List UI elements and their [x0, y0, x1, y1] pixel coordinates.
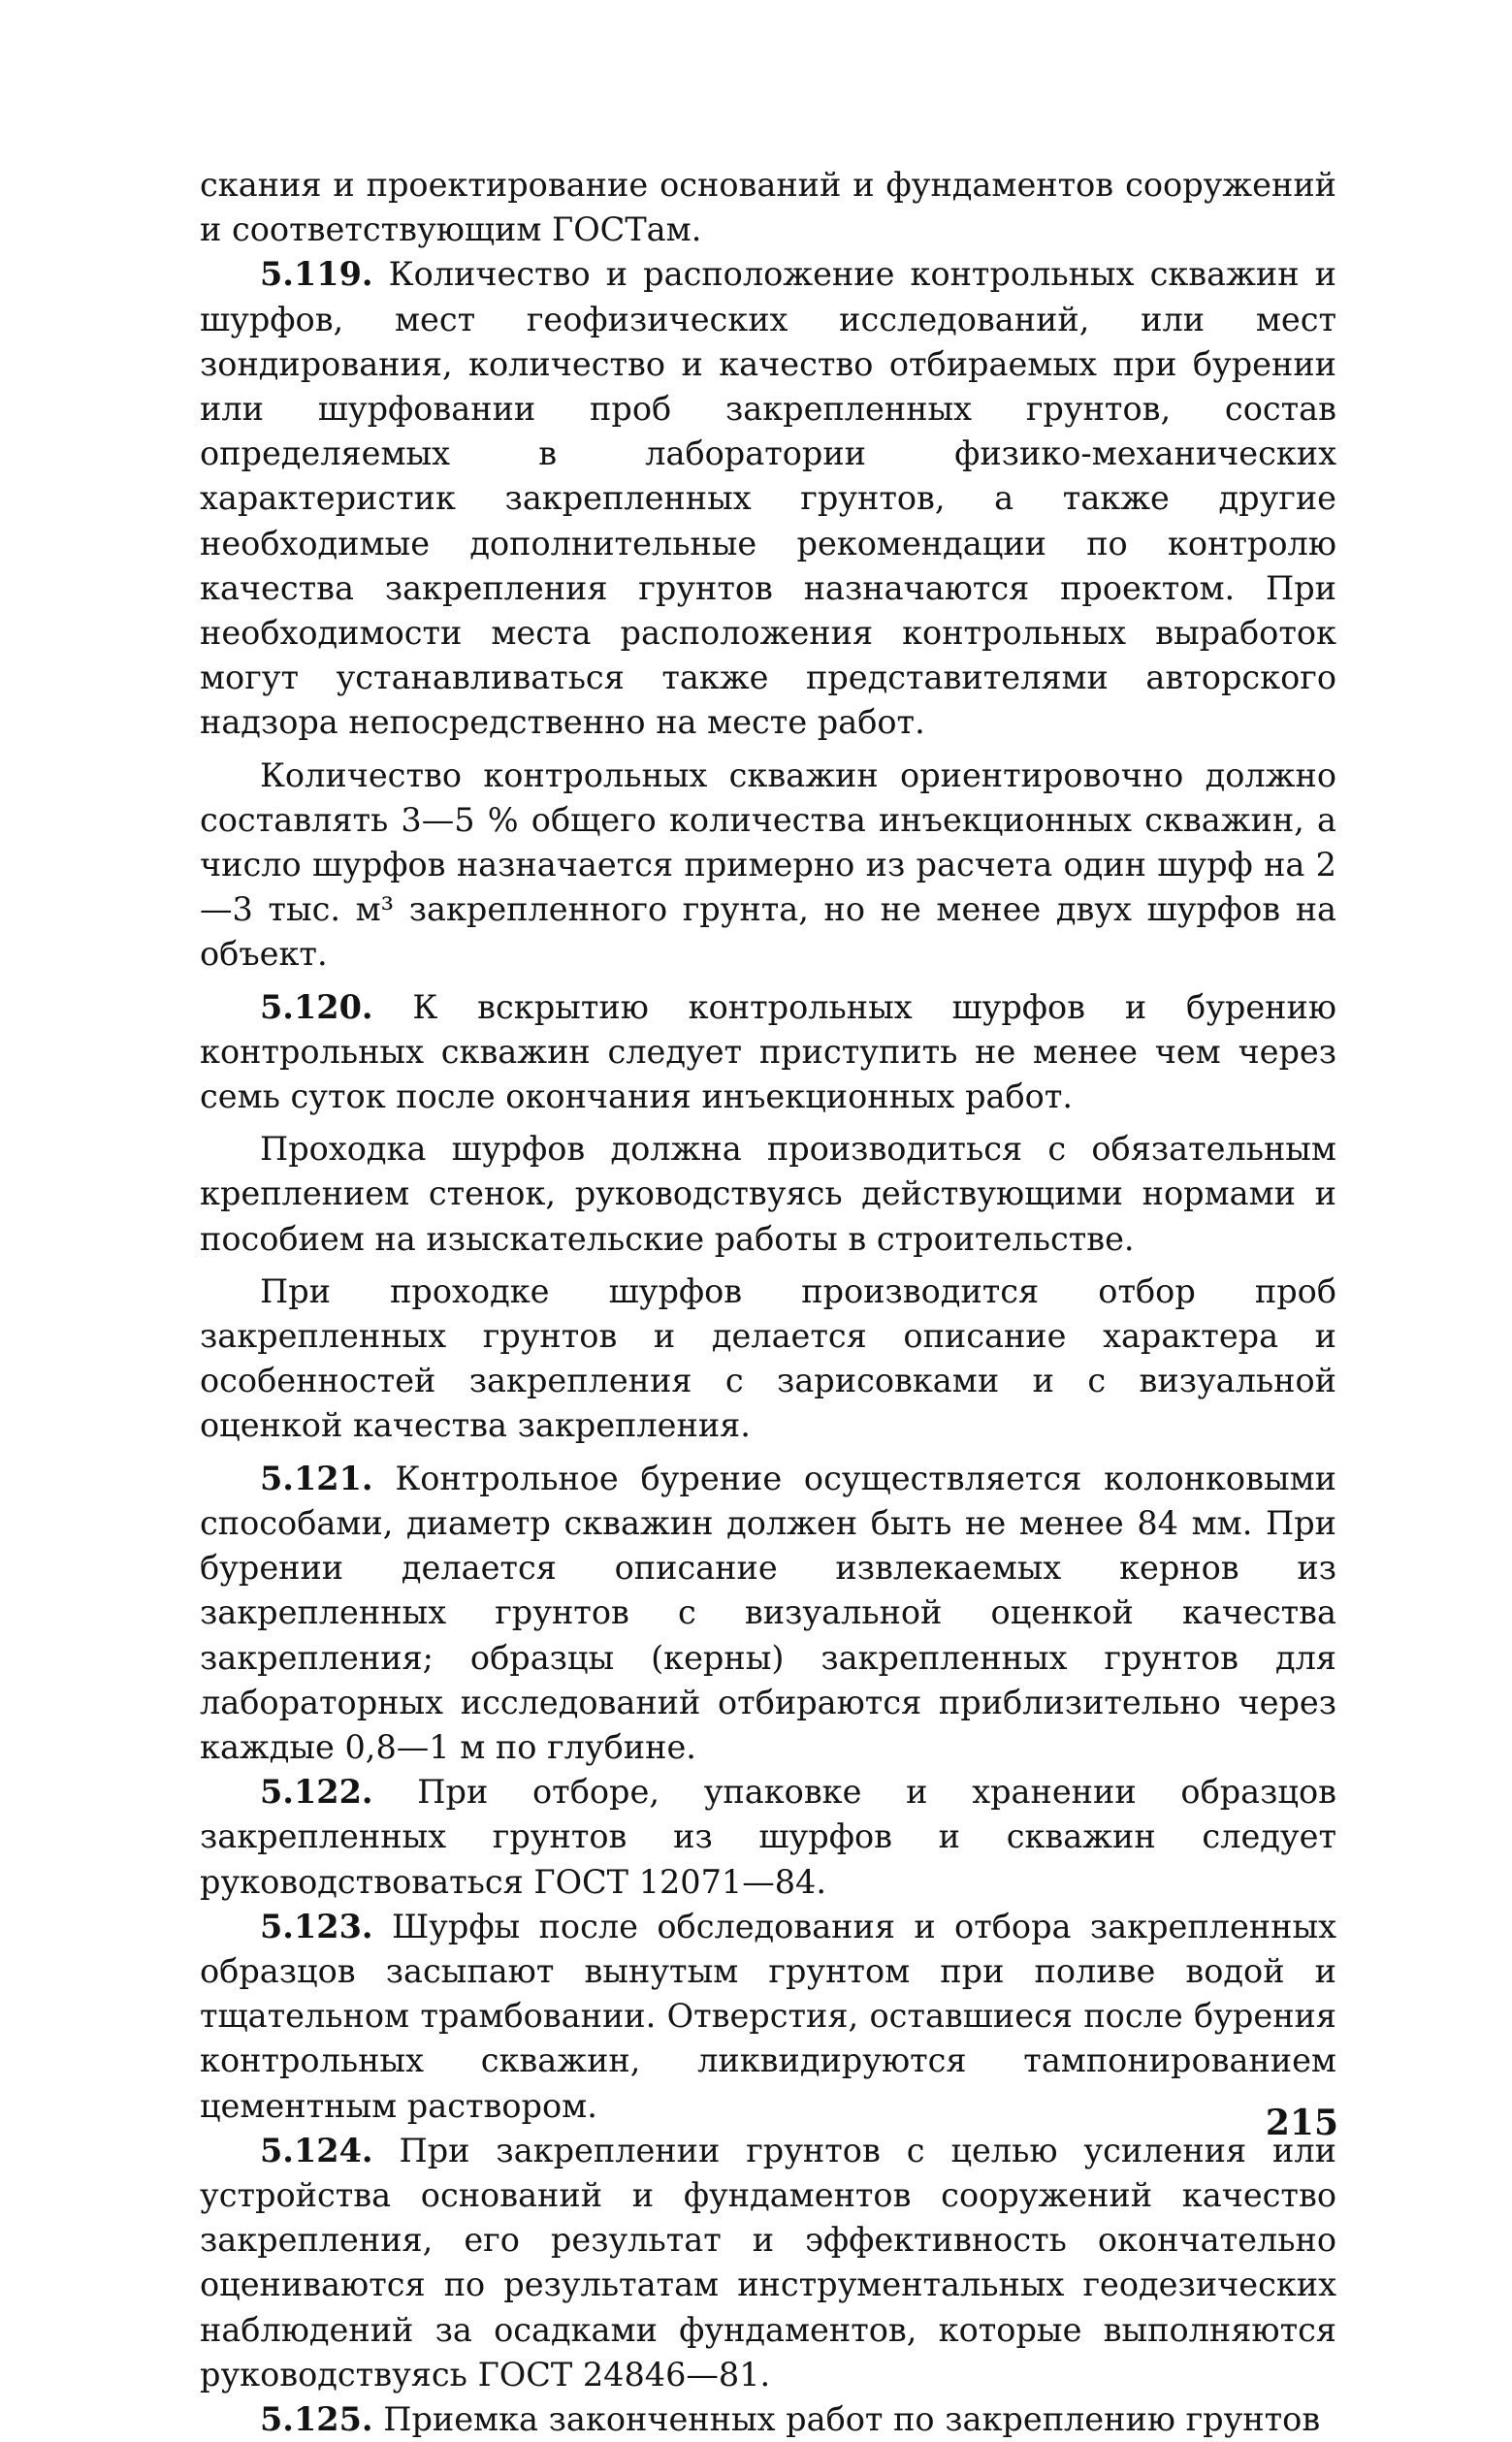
paragraph-5-119	[200, 252, 1336, 745]
paragraph-5-122	[200, 1770, 1336, 1905]
paragraph-text: Количество и расположение контрольных скважин и шурфов, мест геофизических исследований, или мест зондирования, количество и качество отбираемых при бурении или шурфовании проб закрепленных грунтов, состав определяемых в лаборатории физико-механических характеристик закрепленных грунтов, а также другие необходимые дополнительные рекомендации по контролю качества закрепления грунтов назначаются проектом. При необходимости места расположения контрольных выработок могут устанавливаться также представителями авторского надзора непосредственно на месте работ.	[200, 255, 1336, 742]
paragraph-text: Количество контрольных скважин ориентировочно должно составлять 3—5 % общего количества инъекционных скважин, а число шурфов назначается примерно из расчета один шурф на 2—3 тыс. м³ закрепленного грунта, но не менее двух шурфов на объект.	[200, 755, 1336, 974]
paragraph-5-123	[200, 1905, 1336, 2129]
page-number: 215	[1265, 2103, 1338, 2143]
clause-number: 5.121.	[260, 1459, 373, 1497]
clause-number: 5.122.	[260, 1773, 373, 1812]
paragraph-sampling	[200, 1269, 1336, 1449]
paragraph-text: При отборе, упаковке и хранении образцов закрепленных грунтов из шурфов и скважин следует руководствоваться ГОСТ 12071—84.	[200, 1773, 1336, 1901]
clause-number: 5.124.	[260, 2131, 373, 2169]
paragraph-text: скания и проектирование оснований и фундаментов сооружений и соответствующим ГОСТам.	[200, 166, 1336, 249]
clause-number: 5.123.	[260, 1907, 373, 1945]
paragraph-text: Контрольное бурение осуществляется колонковыми способами, диаметр скважин должен быть не менее 84 мм. При бурении делается описание извлекаемых кернов из закрепленных грунтов с визуальной оценкой качества закрепления; образцы (керны) закрепленных грунтов для лабораторных исследований отбираются приблизительно через каждые 0,8—1 м по глубине.	[200, 1459, 1336, 1766]
clause-number: 5.119.	[260, 255, 373, 294]
paragraph-5-124	[200, 2129, 1336, 2397]
paragraph-control-wells	[200, 754, 1336, 978]
clause-number: 5.125.	[260, 2399, 373, 2438]
paragraph-text: Приемка законченных работ по закреплению грунтов	[372, 2399, 1321, 2438]
paragraph-text: Проходка шурфов должна производиться с обязательным креплением стенок, руководствуясь действующими нормами и пособием на изыскательские работы в строительстве.	[200, 1130, 1336, 1258]
paragraph-pit-sinking	[200, 1127, 1336, 1262]
paragraph-text: При проходке шурфов производится отбор проб закрепленных грунтов и делается описание характера и особенностей закрепления с зарисовками и с визуальной оценкой качества закрепления.	[200, 1271, 1336, 1445]
paragraph-5-125	[200, 2397, 1336, 2442]
paragraph-text: Шурфы после обследования и отбора закрепленных образцов засыпают вынутым грунтом при поливе водой и тщательном трамбовании. Отверстия, оставшиеся после бурения контрольных скважин, ликвидируются тампонированием цементным раствором.	[200, 1907, 1336, 2125]
paragraph-5-120	[200, 985, 1336, 1120]
clause-number: 5.120.	[260, 987, 373, 1026]
paragraph-5-121	[200, 1457, 1336, 1770]
paragraph-continuation	[200, 163, 1336, 252]
page-text	[200, 163, 1336, 2442]
paragraph-text: К вскрытию контрольных шурфов и бурению контрольных скважин следует приступить не менее чем через семь суток после окончания инъекционных работ.	[200, 987, 1336, 1116]
paragraph-text: При закреплении грунтов с целью усиления или устройства оснований и фундаментов сооружений качество закрепления, его результат и эффективность окончательно оцениваются по результатам инструментальных геодезических наблюдений за осадками фундаментов, которые выполняются руководствуясь ГОСТ 24846—81.	[200, 2131, 1336, 2394]
